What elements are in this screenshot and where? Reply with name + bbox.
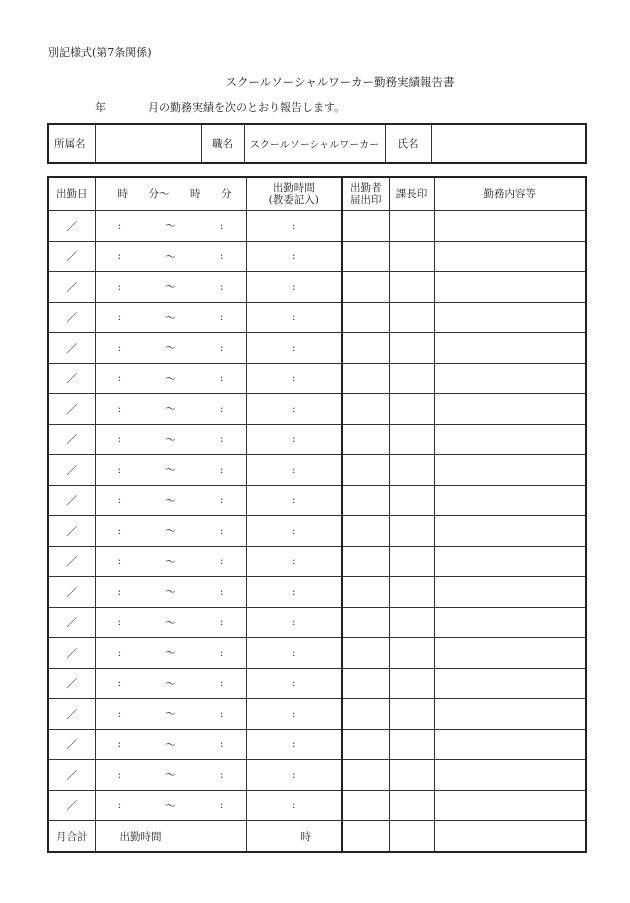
time-range-field[interactable]	[95, 455, 246, 486]
start-colon: :	[117, 799, 122, 812]
end-colon: :	[219, 799, 224, 812]
attendance-seal-field[interactable]	[342, 699, 389, 730]
hours-colon: :	[291, 768, 296, 781]
end-colon: :	[219, 524, 224, 537]
range-tilde: ～	[165, 708, 176, 721]
chief-seal-field[interactable]	[389, 638, 434, 669]
work-content-field[interactable]	[434, 729, 586, 760]
time-range-field[interactable]	[95, 394, 246, 425]
day-slash: ／	[66, 707, 78, 721]
position-value: スクールソーシャルワーカー	[244, 124, 385, 163]
start-colon: :	[117, 738, 122, 751]
col-attendance-seal	[342, 177, 389, 211]
start-colon: :	[117, 616, 122, 629]
work-hours-field[interactable]	[246, 516, 342, 547]
day-field[interactable]	[48, 638, 95, 669]
table-row	[48, 699, 586, 730]
work-content-field[interactable]	[434, 668, 586, 699]
table-row	[48, 607, 586, 638]
end-colon: :	[219, 280, 224, 293]
chief-seal-field[interactable]	[389, 546, 434, 577]
work-hours-field[interactable]	[246, 760, 342, 791]
end-colon: :	[219, 738, 224, 751]
attendance-seal-field[interactable]	[342, 668, 389, 699]
range-tilde: ～	[165, 738, 176, 751]
work-content-field[interactable]	[434, 577, 586, 608]
day-slash: ／	[66, 433, 78, 447]
end-colon: :	[219, 463, 224, 476]
chief-seal-field[interactable]	[389, 424, 434, 455]
time-range-field[interactable]	[95, 485, 246, 516]
day-slash: ／	[66, 646, 78, 660]
table-header-row	[48, 177, 586, 211]
day-field[interactable]	[48, 577, 95, 608]
time-range-field[interactable]	[95, 546, 246, 577]
header-table	[47, 123, 587, 164]
position-label: 職名	[201, 124, 244, 163]
end-colon: :	[219, 555, 224, 568]
hours-colon: :	[291, 280, 296, 293]
day-slash: ／	[66, 250, 78, 264]
start-colon: :	[117, 707, 122, 720]
attendance-seal-field[interactable]	[342, 394, 389, 425]
time-range-field[interactable]	[95, 272, 246, 303]
monthly-total-row	[48, 821, 586, 853]
work-hours-field[interactable]	[246, 394, 342, 425]
range-tilde: ～	[165, 250, 176, 263]
start-colon: :	[117, 768, 122, 781]
attendance-seal-field[interactable]	[342, 638, 389, 669]
end-colon: :	[219, 372, 224, 385]
work-content-field[interactable]	[434, 302, 586, 333]
day-slash: ／	[66, 555, 78, 569]
work-content-field[interactable]	[434, 546, 586, 577]
work-hours-field[interactable]	[246, 241, 342, 272]
table-row	[48, 760, 586, 791]
work-content-field[interactable]	[434, 363, 586, 394]
day-field[interactable]	[48, 607, 95, 638]
time-range-field[interactable]	[95, 241, 246, 272]
day-field[interactable]	[48, 241, 95, 272]
start-colon: :	[117, 646, 122, 659]
table-row	[48, 546, 586, 577]
end-colon: :	[219, 768, 224, 781]
work-content-field[interactable]	[434, 394, 586, 425]
day-slash: ／	[66, 219, 78, 233]
work-content-field[interactable]	[434, 760, 586, 791]
time-range-field[interactable]	[95, 516, 246, 547]
end-colon: :	[219, 311, 224, 324]
end-colon: :	[219, 402, 224, 415]
work-hours-field[interactable]	[246, 668, 342, 699]
attendance-seal-field[interactable]	[342, 272, 389, 303]
start-colon: :	[117, 677, 122, 690]
day-slash: ／	[66, 372, 78, 386]
work-content-field[interactable]	[434, 424, 586, 455]
form-title: スクールソーシャルワーカー勤務実績報告書	[225, 75, 455, 89]
work-hours-field[interactable]	[246, 546, 342, 577]
attendance-seal-field[interactable]	[342, 577, 389, 608]
chief-seal-field[interactable]	[389, 668, 434, 699]
work-content-field[interactable]	[434, 638, 586, 669]
chief-seal-field[interactable]	[389, 394, 434, 425]
chief-seal-field[interactable]	[389, 607, 434, 638]
monthly-total-label: 月合計	[48, 821, 95, 853]
table-row	[48, 577, 586, 608]
table-row	[48, 485, 586, 516]
work-content-field[interactable]	[434, 333, 586, 364]
day-slash: ／	[66, 494, 78, 508]
table-row	[48, 241, 586, 272]
start-colon: :	[117, 433, 122, 446]
col-work-hours-line1: 出勤時間	[272, 182, 315, 194]
hours-colon: :	[291, 433, 296, 446]
hours-colon: :	[291, 707, 296, 720]
chief-seal-field[interactable]	[389, 455, 434, 486]
day-slash: ／	[66, 524, 78, 538]
hours-colon: :	[291, 799, 296, 812]
hours-colon: :	[291, 738, 296, 751]
work-hours-field[interactable]	[246, 485, 342, 516]
work-hours-field[interactable]	[246, 272, 342, 303]
day-field[interactable]	[48, 760, 95, 791]
attendance-seal-field[interactable]	[342, 546, 389, 577]
time-range-field[interactable]	[95, 302, 246, 333]
end-colon: :	[219, 494, 224, 507]
work-hours-field[interactable]	[246, 699, 342, 730]
range-tilde: ～	[165, 555, 176, 568]
day-slash: ／	[66, 311, 78, 325]
range-tilde: ～	[165, 586, 176, 599]
day-slash: ／	[66, 585, 78, 599]
period-line	[95, 99, 345, 115]
range-tilde: ～	[165, 433, 176, 446]
day-slash: ／	[66, 768, 78, 782]
day-field[interactable]	[48, 790, 95, 821]
time-range-field[interactable]	[95, 607, 246, 638]
range-tilde: ～	[165, 525, 176, 538]
range-tilde: ～	[165, 494, 176, 507]
work-hours-field[interactable]	[246, 790, 342, 821]
time-range-field[interactable]	[95, 729, 246, 760]
chief-seal-field[interactable]	[389, 302, 434, 333]
start-colon: :	[117, 219, 122, 232]
col-time-min-from: 分～	[148, 188, 170, 200]
col-work-content: 勤務内容等	[434, 177, 586, 211]
hours-colon: :	[291, 311, 296, 324]
day-field[interactable]	[48, 302, 95, 333]
hours-colon: :	[291, 585, 296, 598]
col-work-hours	[246, 177, 342, 211]
attendance-seal-field[interactable]	[342, 363, 389, 394]
day-field[interactable]	[48, 546, 95, 577]
work-hours-field[interactable]	[246, 455, 342, 486]
range-tilde: ～	[165, 616, 176, 629]
name-label: 氏名	[385, 124, 431, 163]
hours-colon: :	[291, 524, 296, 537]
time-range-field[interactable]	[95, 668, 246, 699]
start-colon: :	[117, 585, 122, 598]
table-row	[48, 302, 586, 333]
hours-colon: :	[291, 372, 296, 385]
work-hours-field[interactable]	[246, 424, 342, 455]
range-tilde: ～	[165, 403, 176, 416]
chief-seal-field[interactable]	[389, 363, 434, 394]
work-content-field[interactable]	[434, 485, 586, 516]
start-colon: :	[117, 372, 122, 385]
time-range-field[interactable]	[95, 760, 246, 791]
chief-seal-field[interactable]	[389, 241, 434, 272]
end-colon: :	[219, 677, 224, 690]
total-hours-unit: 時	[246, 821, 342, 853]
day-field[interactable]	[48, 455, 95, 486]
col-attendance-line1: 出勤者	[350, 182, 382, 194]
start-colon: :	[117, 555, 122, 568]
col-time-min2: 分	[221, 188, 232, 200]
day-field[interactable]	[48, 363, 95, 394]
total-chief-seal[interactable]	[389, 821, 434, 853]
range-tilde: ～	[165, 342, 176, 355]
chief-seal-field[interactable]	[389, 333, 434, 364]
day-slash: ／	[66, 402, 78, 416]
work-content-field[interactable]	[434, 607, 586, 638]
day-slash: ／	[66, 799, 78, 813]
time-range-field[interactable]	[95, 363, 246, 394]
chief-seal-field[interactable]	[389, 485, 434, 516]
table-row	[48, 272, 586, 303]
hours-colon: :	[291, 219, 296, 232]
chief-seal-field[interactable]	[389, 760, 434, 791]
work-content-field[interactable]	[434, 790, 586, 821]
table-row	[48, 394, 586, 425]
col-chief-seal: 課長印	[389, 177, 434, 211]
chief-seal-field[interactable]	[389, 516, 434, 547]
table-row	[48, 729, 586, 760]
start-colon: :	[117, 280, 122, 293]
range-tilde: ～	[165, 220, 176, 233]
day-field[interactable]	[48, 394, 95, 425]
time-range-field[interactable]	[95, 211, 246, 242]
table-row	[48, 790, 586, 821]
range-tilde: ～	[165, 281, 176, 294]
day-field[interactable]	[48, 668, 95, 699]
work-hours-field[interactable]	[246, 607, 342, 638]
start-colon: :	[117, 402, 122, 415]
attendance-seal-field[interactable]	[342, 333, 389, 364]
start-colon: :	[117, 341, 122, 354]
end-colon: :	[219, 219, 224, 232]
day-field[interactable]	[48, 485, 95, 516]
range-tilde: ～	[165, 372, 176, 385]
range-tilde: ～	[165, 464, 176, 477]
range-tilde: ～	[165, 769, 176, 782]
day-field[interactable]	[48, 333, 95, 364]
affiliation-label: 所属名	[48, 124, 95, 163]
time-range-field[interactable]	[95, 333, 246, 364]
end-colon: :	[219, 646, 224, 659]
hours-colon: :	[291, 463, 296, 476]
work-content-field[interactable]	[434, 211, 586, 242]
time-range-field[interactable]	[95, 424, 246, 455]
hours-colon: :	[291, 677, 296, 690]
end-colon: :	[219, 433, 224, 446]
attendance-seal-field[interactable]	[342, 241, 389, 272]
chief-seal-field[interactable]	[389, 577, 434, 608]
hours-colon: :	[291, 250, 296, 263]
attendance-table	[47, 176, 587, 853]
attendance-seal-field[interactable]	[342, 790, 389, 821]
hours-colon: :	[291, 341, 296, 354]
day-slash: ／	[66, 738, 78, 752]
day-field[interactable]	[48, 699, 95, 730]
work-hours-field[interactable]	[246, 638, 342, 669]
attendance-seal-field[interactable]	[342, 485, 389, 516]
table-row	[48, 363, 586, 394]
attendance-seal-field[interactable]	[342, 302, 389, 333]
time-range-field[interactable]	[95, 699, 246, 730]
col-time-range	[95, 177, 246, 211]
hours-colon: :	[291, 555, 296, 568]
day-slash: ／	[66, 463, 78, 477]
table-row	[48, 638, 586, 669]
total-work-content[interactable]	[434, 821, 586, 853]
end-colon: :	[219, 341, 224, 354]
hours-colon: :	[291, 494, 296, 507]
day-field[interactable]	[48, 729, 95, 760]
work-content-field[interactable]	[434, 272, 586, 303]
table-row	[48, 424, 586, 455]
end-colon: :	[219, 250, 224, 263]
col-day: 出勤日	[48, 177, 95, 211]
chief-seal-field[interactable]	[389, 790, 434, 821]
work-hours-field[interactable]	[246, 363, 342, 394]
work-hours-field[interactable]	[246, 302, 342, 333]
start-colon: :	[117, 250, 122, 263]
table-row	[48, 516, 586, 547]
work-content-field[interactable]	[434, 455, 586, 486]
hours-colon: :	[291, 616, 296, 629]
start-colon: :	[117, 524, 122, 537]
month-label: 月の勤務実績を次のとおり報告します。	[148, 101, 346, 114]
total-work-hours-label: 出勤時間	[95, 821, 246, 853]
day-slash: ／	[66, 677, 78, 691]
chief-seal-field[interactable]	[389, 729, 434, 760]
range-tilde: ～	[165, 799, 176, 812]
range-tilde: ～	[165, 647, 176, 660]
col-time-hour2: 時	[190, 188, 201, 200]
total-attendance-seal[interactable]	[342, 821, 389, 853]
affiliation-field[interactable]	[95, 124, 201, 163]
start-colon: :	[117, 311, 122, 324]
table-row	[48, 668, 586, 699]
name-field[interactable]	[431, 124, 586, 163]
table-row	[48, 211, 586, 242]
attendance-seal-field[interactable]	[342, 729, 389, 760]
end-colon: :	[219, 707, 224, 720]
hours-colon: :	[291, 402, 296, 415]
table-row	[48, 333, 586, 364]
end-colon: :	[219, 585, 224, 598]
chief-seal-field[interactable]	[389, 699, 434, 730]
attendance-seal-field[interactable]	[342, 607, 389, 638]
time-range-field[interactable]	[95, 577, 246, 608]
col-attendance-line2: 届出印	[350, 194, 382, 206]
day-slash: ／	[66, 341, 78, 355]
day-field[interactable]	[48, 424, 95, 455]
start-colon: :	[117, 494, 122, 507]
day-field[interactable]	[48, 516, 95, 547]
attendance-seal-field[interactable]	[342, 455, 389, 486]
form-note: 別記様式(第7条関係)	[48, 46, 152, 59]
day-field[interactable]	[48, 272, 95, 303]
chief-seal-field[interactable]	[389, 272, 434, 303]
start-colon: :	[117, 463, 122, 476]
day-field[interactable]	[48, 211, 95, 242]
time-range-field[interactable]	[95, 638, 246, 669]
table-row	[48, 455, 586, 486]
range-tilde: ～	[165, 311, 176, 324]
day-slash: ／	[66, 616, 78, 630]
work-content-field[interactable]	[434, 699, 586, 730]
col-time-hour1: 時	[117, 188, 128, 200]
work-content-field[interactable]	[434, 516, 586, 547]
chief-seal-field[interactable]	[389, 211, 434, 242]
year-label: 年	[95, 101, 106, 114]
work-hours-field[interactable]	[246, 577, 342, 608]
day-slash: ／	[66, 280, 78, 294]
work-hours-field[interactable]	[246, 333, 342, 364]
range-tilde: ～	[165, 677, 176, 690]
time-range-field[interactable]	[95, 790, 246, 821]
hours-colon: :	[291, 646, 296, 659]
work-content-field[interactable]	[434, 241, 586, 272]
work-hours-field[interactable]	[246, 211, 342, 242]
col-work-hours-line2: (教委記入)	[268, 194, 319, 206]
attendance-seal-field[interactable]	[342, 516, 389, 547]
attendance-seal-field[interactable]	[342, 760, 389, 791]
attendance-seal-field[interactable]	[342, 211, 389, 242]
end-colon: :	[219, 616, 224, 629]
attendance-seal-field[interactable]	[342, 424, 389, 455]
work-hours-field[interactable]	[246, 729, 342, 760]
